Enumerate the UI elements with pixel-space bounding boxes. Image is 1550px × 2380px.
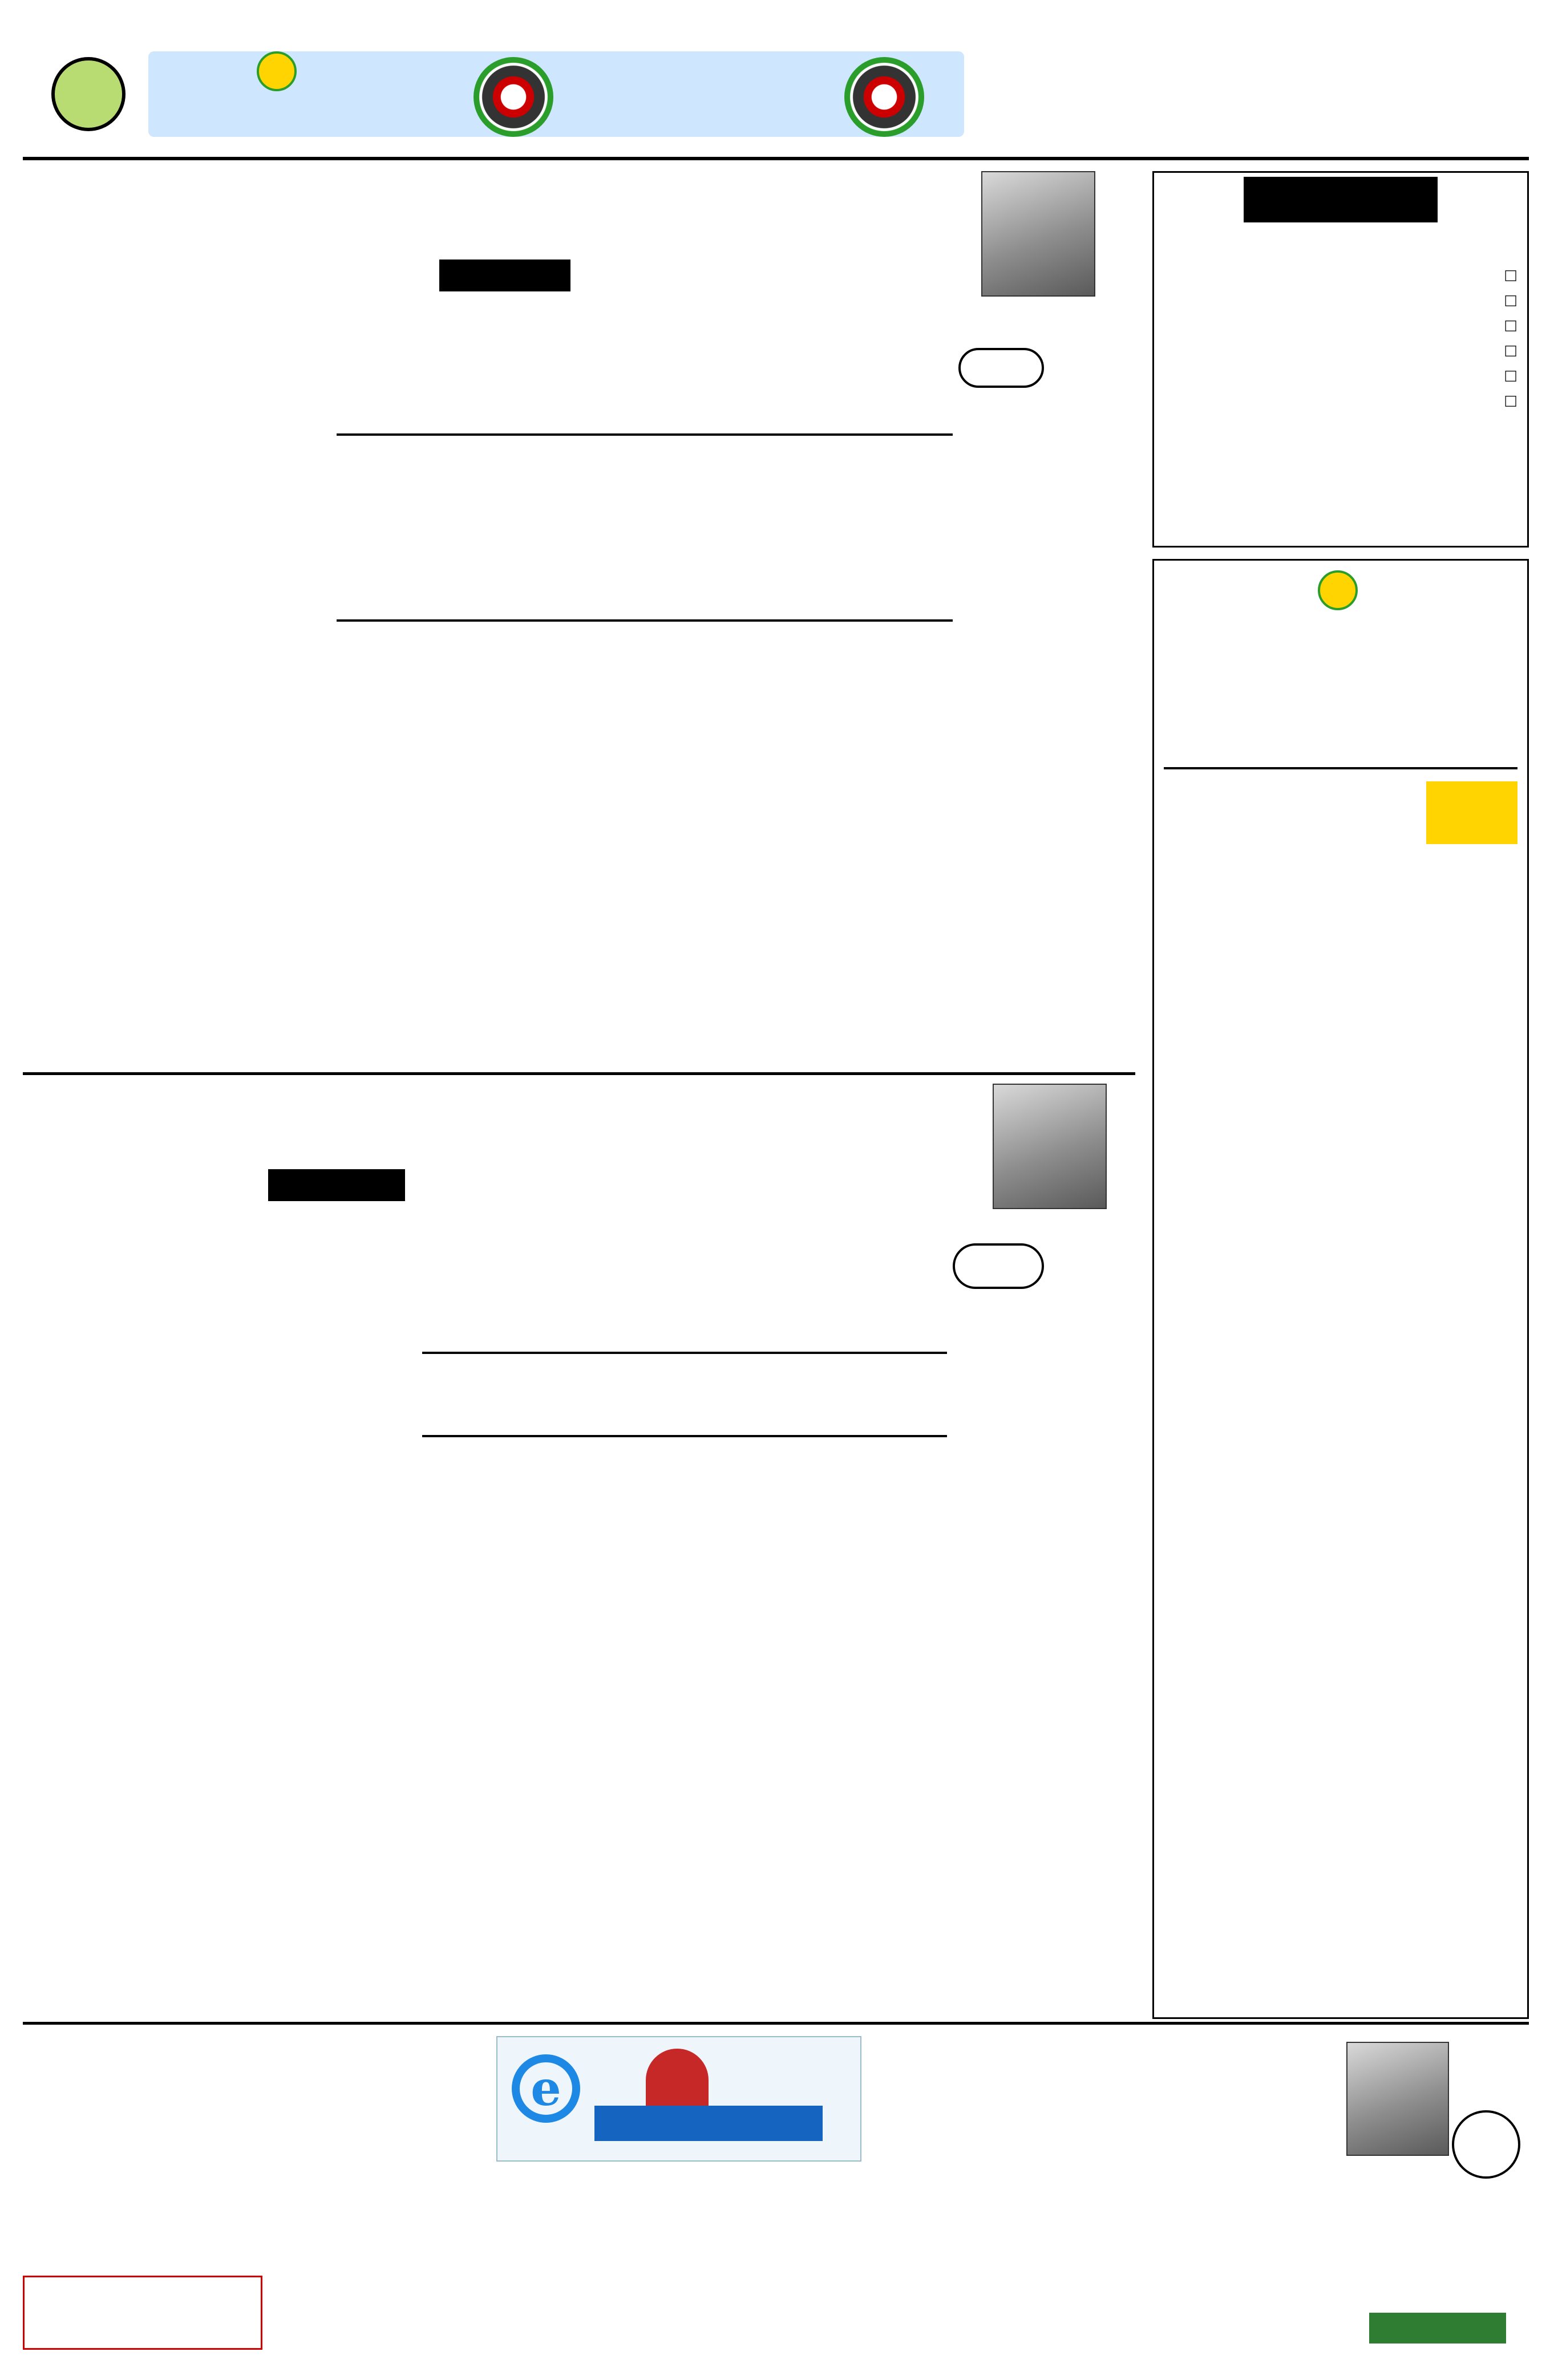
article2-col-1	[782, 1175, 947, 2008]
article2-col-6	[958, 1312, 1130, 2008]
article1-label-analysis	[439, 260, 570, 291]
bottom-rule	[23, 2022, 1529, 2025]
internet-explorer-icon: e	[512, 2054, 580, 2123]
letter2-body	[496, 2167, 861, 2355]
article2-footer-note	[23, 1973, 245, 2013]
article2-label-analysis	[268, 1169, 405, 1201]
masthead-rule	[23, 157, 1529, 160]
article2-label-last	[953, 1243, 1044, 1289]
article2-col-4	[23, 1175, 245, 1973]
letter4-body	[23, 2033, 262, 2239]
aqwal-item: □	[1504, 367, 1517, 383]
article1-label-babri	[958, 348, 1044, 388]
article1-col-4	[23, 274, 280, 1038]
article1-pullquote	[337, 433, 953, 622]
editorial-headline-rule	[1164, 767, 1517, 769]
letter3-body	[268, 2033, 485, 2221]
page-number	[51, 57, 126, 131]
masthead	[23, 40, 1529, 154]
editorial-body	[1164, 781, 1517, 1968]
aqwal-item: □	[1504, 291, 1517, 308]
aaina-poet-name	[1369, 2313, 1506, 2343]
article2-col-2	[422, 1175, 570, 1363]
article2-author-photo	[993, 1084, 1107, 1209]
aqwal-title	[1244, 177, 1438, 222]
article1-col-3	[285, 297, 428, 1032]
emblem-left	[474, 57, 553, 137]
aaina-poet-photo	[1346, 2042, 1449, 2156]
aaina-title-badge	[1452, 2110, 1520, 2179]
letter1-body	[1090, 2062, 1329, 2347]
article2-pullquote	[422, 1352, 947, 1437]
sahara-logo	[165, 51, 416, 137]
aqwal-item: □	[1504, 392, 1517, 408]
letters-title	[594, 2106, 823, 2141]
aqwal-list	[1164, 262, 1517, 542]
logo-number	[257, 51, 297, 91]
aqwal-item: □	[1504, 266, 1517, 283]
letter3-body-cont	[268, 2224, 485, 2355]
article2-col-3	[251, 1209, 416, 2008]
article-divider	[23, 1072, 1135, 1075]
article2-col-5	[588, 1426, 776, 2008]
article1-author-photo	[981, 171, 1095, 297]
emblem-right	[844, 57, 924, 137]
letters-notice	[23, 2276, 262, 2350]
editorial-logo-number	[1318, 570, 1358, 610]
aqwal-item: □	[1504, 317, 1517, 333]
editorial-logo	[1209, 570, 1472, 684]
article1-col-5	[958, 399, 1130, 1038]
article2-col-7	[422, 1426, 582, 2008]
aqwal-item: □	[1504, 342, 1517, 358]
letters-masthead	[496, 2036, 861, 2162]
letter1-body-cont	[867, 2033, 1084, 2318]
